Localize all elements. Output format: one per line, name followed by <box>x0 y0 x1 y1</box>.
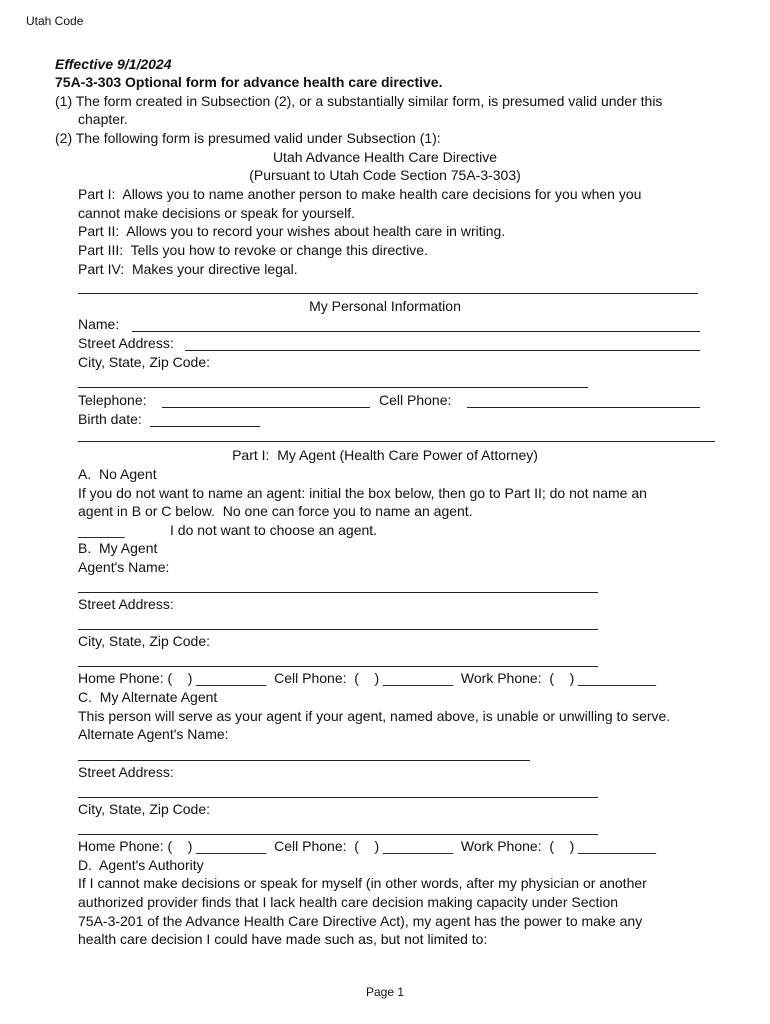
subsection-2: (2) The following form is presumed valid under Subsection (1): <box>55 130 441 146</box>
agent-street-label: Street Address: <box>78 596 174 612</box>
section-divider <box>78 293 698 294</box>
form-title: Utah Advance Health Care Directive <box>272 149 498 165</box>
alternate-agent-phone-fields[interactable]: Home Phone: ( ) _________ Cell Phone: ( ) _________ Work Phone: ( ) __________ <box>78 838 656 854</box>
agent-phone-fields[interactable]: Home Phone: ( ) _________ Cell Phone: ( ) _________ Work Phone: ( ) __________ <box>78 670 656 686</box>
no-agent-choice-label: I do not want to choose an agent. <box>170 522 378 538</box>
birth-date-label: Birth date: <box>78 411 142 427</box>
cell-phone-label: Cell Phone: <box>379 392 452 408</box>
part-3-summary: Part III: Tells you how to revoke or change this directive. <box>78 242 428 258</box>
agent-city-field-line[interactable] <box>78 666 598 667</box>
city-state-zip-field-line[interactable] <box>78 387 588 388</box>
section-divider <box>78 441 715 442</box>
alternate-agent-street-label: Street Address: <box>78 764 174 780</box>
no-agent-text-line-2: agent in B or C below. No one can force you to name an agent. <box>78 503 473 519</box>
alternate-agent-name-label: Alternate Agent's Name: <box>78 726 229 742</box>
no-agent-text-line-1: If you do not want to name an agent: initial the box below, then go to Part II; do not name an <box>78 485 647 501</box>
name-field-line[interactable] <box>132 331 700 332</box>
form-subtitle: (Pursuant to Utah Code Section 75A-3-303) <box>249 167 521 183</box>
personal-info-heading: My Personal Information <box>309 298 461 314</box>
telephone-field-line[interactable] <box>162 407 370 408</box>
alternate-agent-title: C. My Alternate Agent <box>78 689 218 705</box>
name-label: Name: <box>78 316 120 332</box>
effective-date: Effective 9/1/2024 <box>55 56 172 72</box>
part-1-summary-line-2: cannot make decisions or speak for yourself. <box>78 205 356 221</box>
agent-authority-text-line-1: If I cannot make decisions or speak for myself (in other words, after my physician or another <box>78 875 647 891</box>
subsection-1-line-2: chapter. <box>78 111 128 127</box>
telephone-label: Telephone: <box>78 392 147 408</box>
header-title: Utah Code <box>26 14 84 28</box>
alternate-agent-name-field-line[interactable] <box>78 760 530 761</box>
part-2-summary: Part II: Allows you to record your wishes about health care in writing. <box>78 223 506 239</box>
alternate-agent-text: This person will serve as your agent if your agent, named above, is unable or unwilling to serve. <box>78 708 671 724</box>
street-address-field-line[interactable] <box>185 350 700 351</box>
street-address-label: Street Address: <box>78 335 174 351</box>
subsection-1-line-1: (1) The form created in Subsection (2), or a substantially similar form, is presumed valid under this <box>55 93 663 109</box>
agent-name-label: Agent's Name: <box>78 559 170 575</box>
part-1-heading: Part I: My Agent (Health Care Power of Attorney) <box>232 447 538 463</box>
alternate-agent-city-field-line[interactable] <box>78 834 598 835</box>
agent-street-field-line[interactable] <box>78 629 598 630</box>
section-title: 75A-3-303 Optional form for advance health care directive. <box>55 74 443 90</box>
agent-city-label: City, State, Zip Code: <box>78 633 211 649</box>
agent-authority-title: D. Agent's Authority <box>78 857 204 873</box>
no-agent-title: A. No Agent <box>78 466 157 482</box>
no-agent-initial-blank[interactable]: ______ <box>78 522 125 538</box>
page-number: Page 1 <box>365 985 405 999</box>
part-4-summary: Part IV: Makes your directive legal. <box>78 261 298 277</box>
part-1-summary-line-1: Part I: Allows you to name another person to make health care decisions for you when you <box>78 186 642 202</box>
agent-authority-text-line-3: 75A-3-201 of the Advance Health Care Directive Act), my agent has the power to make any <box>78 913 643 929</box>
cell-phone-field-line[interactable] <box>467 407 700 408</box>
alternate-agent-city-label: City, State, Zip Code: <box>78 801 211 817</box>
my-agent-title: B. My Agent <box>78 540 158 556</box>
agent-authority-text-line-4: health care decision I could have made such as, but not limited to: <box>78 931 488 947</box>
birth-date-field-line[interactable] <box>150 426 260 427</box>
agent-name-field-line[interactable] <box>78 592 598 593</box>
city-state-zip-label: City, State, Zip Code: <box>78 354 211 370</box>
alternate-agent-street-field-line[interactable] <box>78 797 598 798</box>
agent-authority-text-line-2: authorized provider finds that I lack health care decision making capacity under Section <box>78 894 619 910</box>
